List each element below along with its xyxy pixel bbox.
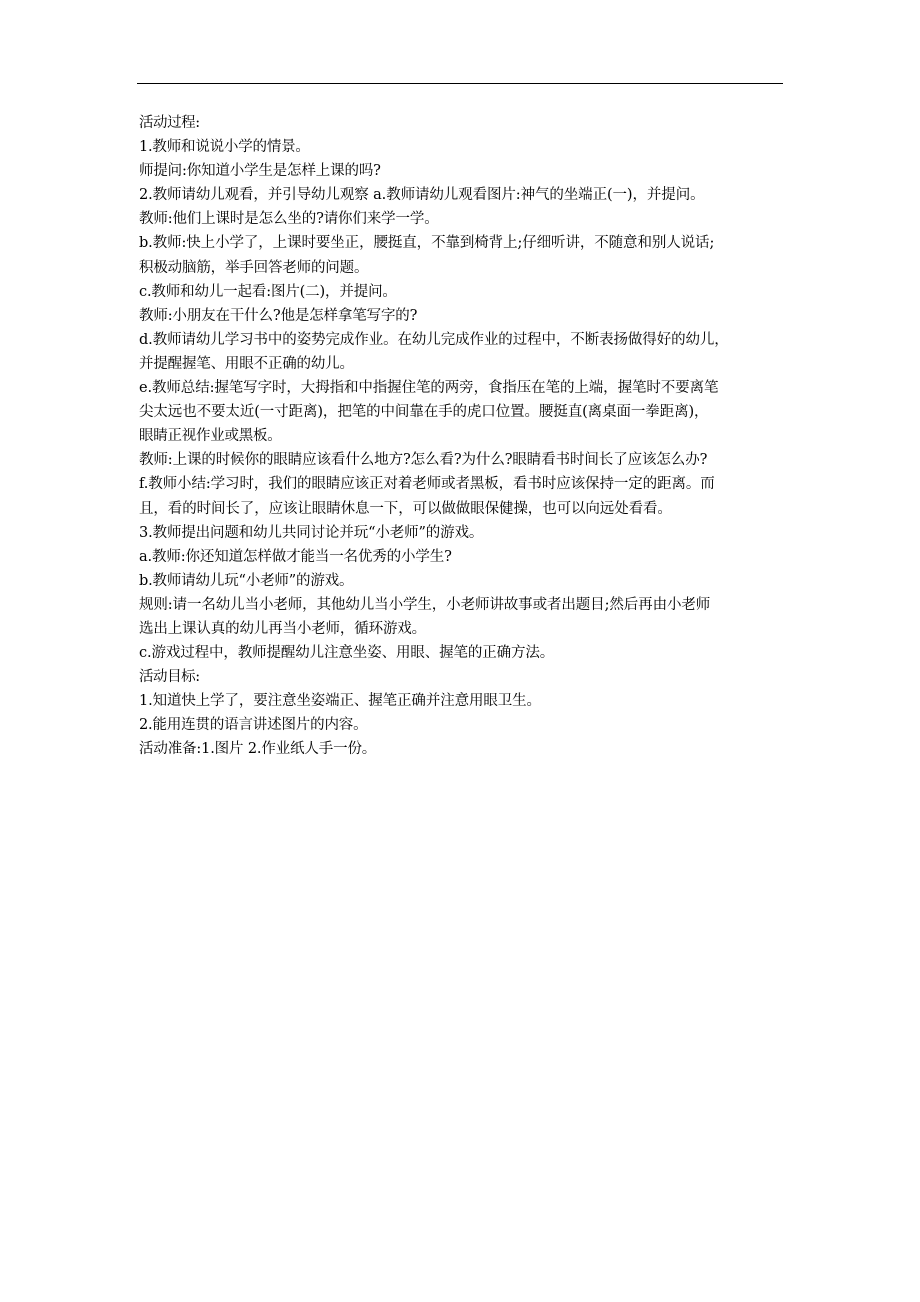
section-heading-goals: 活动目标: xyxy=(139,669,200,686)
text-line: 教师:上课的时候你的眼睛应该看什么地方?怎么看?为什么?眼睛看书时间长了应该怎么办? xyxy=(139,452,708,469)
text-line: f.教师小结:学习时，我们的眼睛应该正对着老师或者黑板，看书时应该保持一定的距离。而 xyxy=(139,476,715,493)
header-rule xyxy=(137,83,783,84)
text-line: 教师:小朋友在干什么?他是怎样拿笔写字的? xyxy=(139,307,418,324)
section-heading-process: 活动过程: xyxy=(139,115,200,131)
document-body xyxy=(139,111,787,762)
text-line: 2.能用连贯的语言讲述图片的内容。 xyxy=(139,717,368,734)
section-heading-preparation: 活动准备:1.图片 2.作业纸人手一份。 xyxy=(139,741,377,758)
text-line: 师提问:你知道小学生是怎样上课的吗? xyxy=(139,163,381,180)
text-line: 1.知道快上学了，要注意坐姿端正、握笔正确并注意用眼卫生。 xyxy=(139,693,541,710)
text-line: 1.教师和说说小学的情景。 xyxy=(139,139,310,156)
text-line: 且，看的时间长了，应该让眼睛休息一下，可以做做眼保健操，也可以向远处看看。 xyxy=(139,500,672,517)
text-line: c.游戏过程中，教师提醒幼儿注意坐姿、用眼、握笔的正确方法。 xyxy=(139,645,555,662)
text-line: 并提醒握笔、用眼不正确的幼儿。 xyxy=(139,355,354,372)
text-line: 2.教师请幼儿观看，并引导幼儿观察 a.教师请幼儿观看图片:神气的坐端正(一)，并提问。 xyxy=(139,187,705,204)
text-line: 积极动脑筋，举手回答老师的问题。 xyxy=(139,259,369,276)
text-line: a.教师:你还知道怎样做才能当一名优秀的小学生? xyxy=(139,548,452,565)
text-line: 尖太远也不要太近(一寸距离)，把笔的中间靠在手的虎口位置。腰挺直(离桌面一拳距离)， xyxy=(139,404,709,421)
text-line: d.教师请幼儿学习书中的姿势完成作业。在幼儿完成作业的过程中，不断表扬做得好的幼儿， xyxy=(139,331,729,348)
text-line: 规则:请一名幼儿当小老师，其他幼儿当小学生，小老师讲故事或者出题目;然后再由小老师 xyxy=(139,596,711,613)
text-line: 选出上课认真的幼儿再当小老师，循环游戏。 xyxy=(139,620,426,637)
text-line: 眼睛正视作业或黑板。 xyxy=(139,428,282,445)
text-line: b.教师:快上小学了，上课时要坐正，腰挺直，不靠到椅背上;仔细听讲，不随意和别人说话; xyxy=(139,235,715,252)
text-line: 3.教师提出问题和幼儿共同讨论并玩“小老师”的游戏。 xyxy=(139,524,484,541)
text-line: 教师:他们上课时是怎么坐的?请你们来学一学。 xyxy=(139,211,439,228)
text-line: b.教师请幼儿玩“小老师”的游戏。 xyxy=(139,572,354,589)
text-line: c.教师和幼儿一起看:图片(二)，并提问。 xyxy=(139,283,397,300)
text-line: e.教师总结:握笔写字时，大拇指和中指握住笔的两旁，食指压在笔的上端，握笔时不要离笔 xyxy=(139,380,719,397)
